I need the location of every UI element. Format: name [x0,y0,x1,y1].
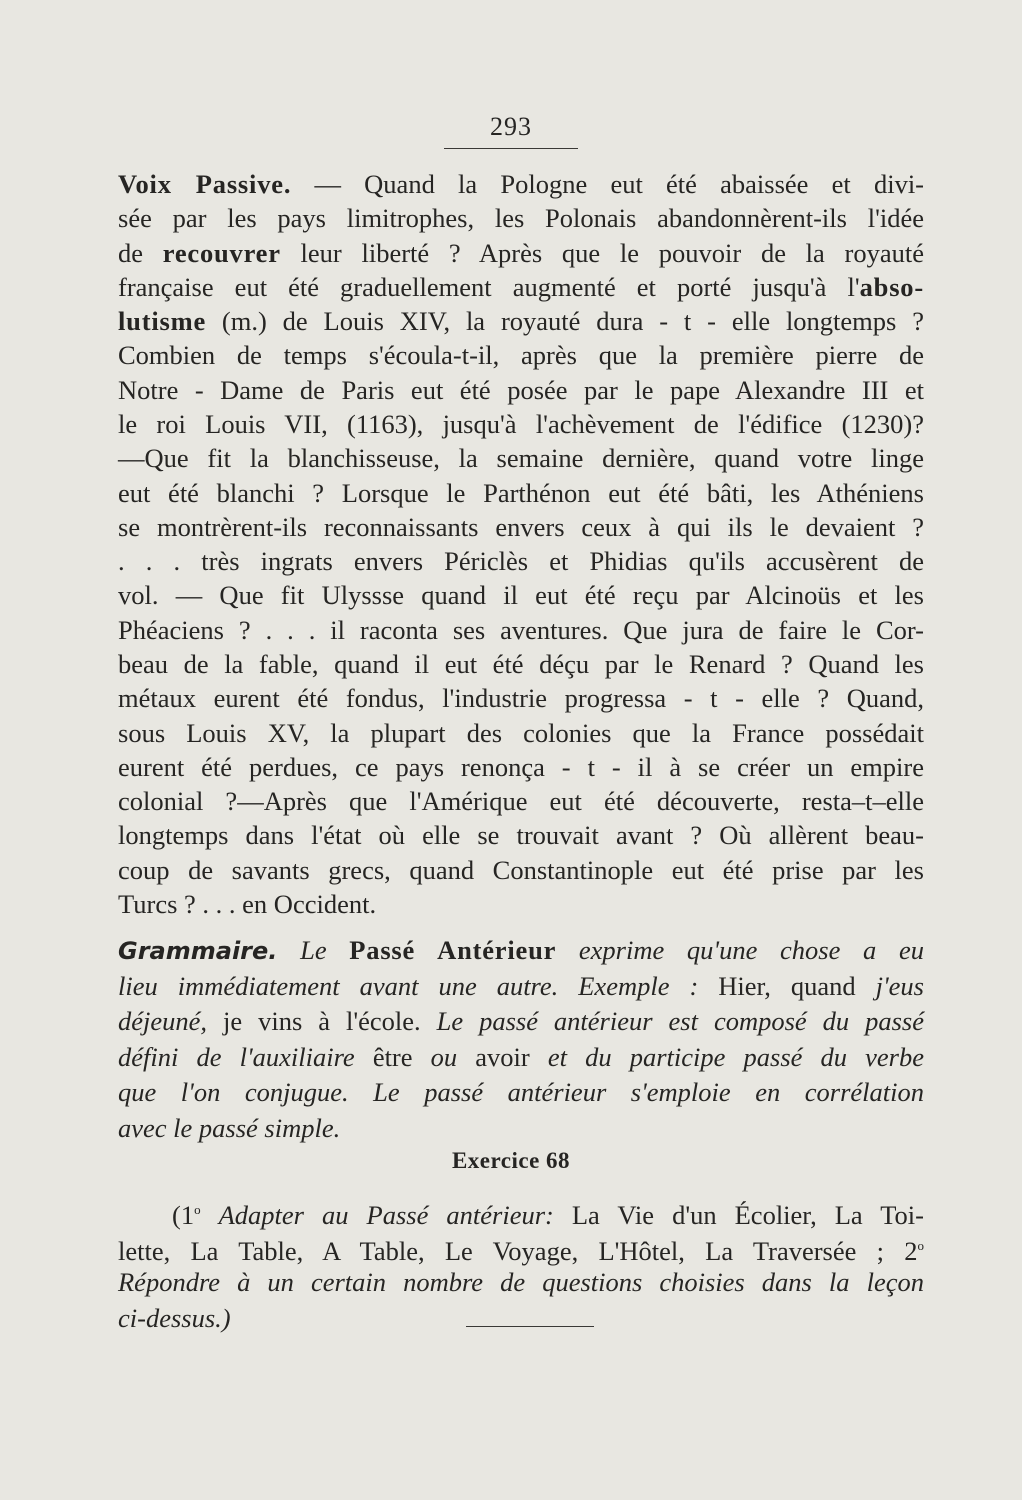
text-line: eut été blanchi ? Lorsque le Parthénon eut été bâti, les Athéniens [118,477,924,508]
text-line: (1$^o$ Adapter au Passé antérieur: La Vie d'un Écolier, La Toi- [172,1199,924,1230]
text-line: lette, La Table, A Table, Le Voyage, L'Hôtel, La Traversée ; 2$^o$ [118,1235,924,1266]
text-line: se montrèrent-ils reconnaissants envers ceux à qui ils le devaient ? [118,511,924,542]
text-line: le roi Louis VII, (1163), jusqu'à l'achèvement de l'édifice (1230)? [118,409,924,439]
text-line: . . . très ingrats envers Périclès et Phidias qu'ils accusèrent de [118,546,924,577]
text-line: déjeuné, je vins à l'école. Le passé antérieur est composé du passé [118,1006,924,1037]
text-line: lutisme (m.) de Louis XIV, la royauté dura - t - elle longtemps ? [118,306,924,337]
text-line: Phéaciens ? . . . il raconta ses aventures. Que jura de faire le Cor- [118,614,924,645]
header-rule [444,148,578,149]
footer-rule [466,1326,594,1327]
text-line: française eut été graduellement augmenté et porté jusqu'à l'abso- [118,271,924,302]
text-line: Répondre à un certain nombre de questions choisies dans la leçon [118,1267,924,1297]
text-line: Turcs ? . . . en Occident. [118,889,377,919]
text-line: sous Louis XV, la plupart des colonies que la France possédait [118,717,924,748]
text-line: eurent été perdues, ce pays renonça - t - il à se créer un empire [118,751,924,782]
page-number: 293 [490,112,532,141]
text-line: ci-dessus.) [118,1303,231,1333]
text-line: métaux eurent été fondus, l'industrie progressa - t - elle ? Quand, [118,683,924,714]
text-line: Notre - Dame de Paris eut été posée par le pape Alexandre III et [118,374,924,405]
exercise-heading: Exercice 68 [451,1148,571,1173]
text-line: Voix Passive. — Quand la Pologne eut été abaissée et divi- [118,169,925,199]
text-line: vol. — Que fit Ulyssse quand il eut été reçu par Alcinoüs et les [118,580,924,611]
text-line: lieu immédiatement avant une autre. Exemple : Hier, quand j'eus [118,970,924,1001]
text-line: colonial ?—Après que l'Amérique eut été découverte, resta–t–elle [118,786,924,817]
text-line: beau de la fable, quand il eut été déçu par le Renard ? Quand les [118,649,924,679]
text-line: avec le passé simple. [118,1113,341,1143]
text-line: que l'on conjugue. Le passé antérieur s'emploie en corrélation [118,1077,924,1108]
text-line: de recouvrer leur liberté ? Après que le pouvoir de la royauté [118,237,924,268]
text-line: défini de l'auxiliaire être ou avoir et du participe passé du verbe [118,1041,924,1072]
text-line: longtemps dans l'état où elle se trouvait avant ? Où allèrent beau- [118,820,924,851]
text-line: —Que fit la blanchisseuse, la semaine dernière, quand votre linge [118,443,924,474]
text-line: sée par les pays limitrophes, les Polonais abandonnèrent-ils l'idée [118,203,924,234]
text-line: Grammaire. Le Passé Antérieur exprime qu'une chose a eu [118,935,924,965]
text-line: Combien de temps s'écoula-t-il, après que la première pierre de [118,340,924,371]
text-line: coup de savants grecs, quand Constantinople eut été prise par les [118,854,924,885]
